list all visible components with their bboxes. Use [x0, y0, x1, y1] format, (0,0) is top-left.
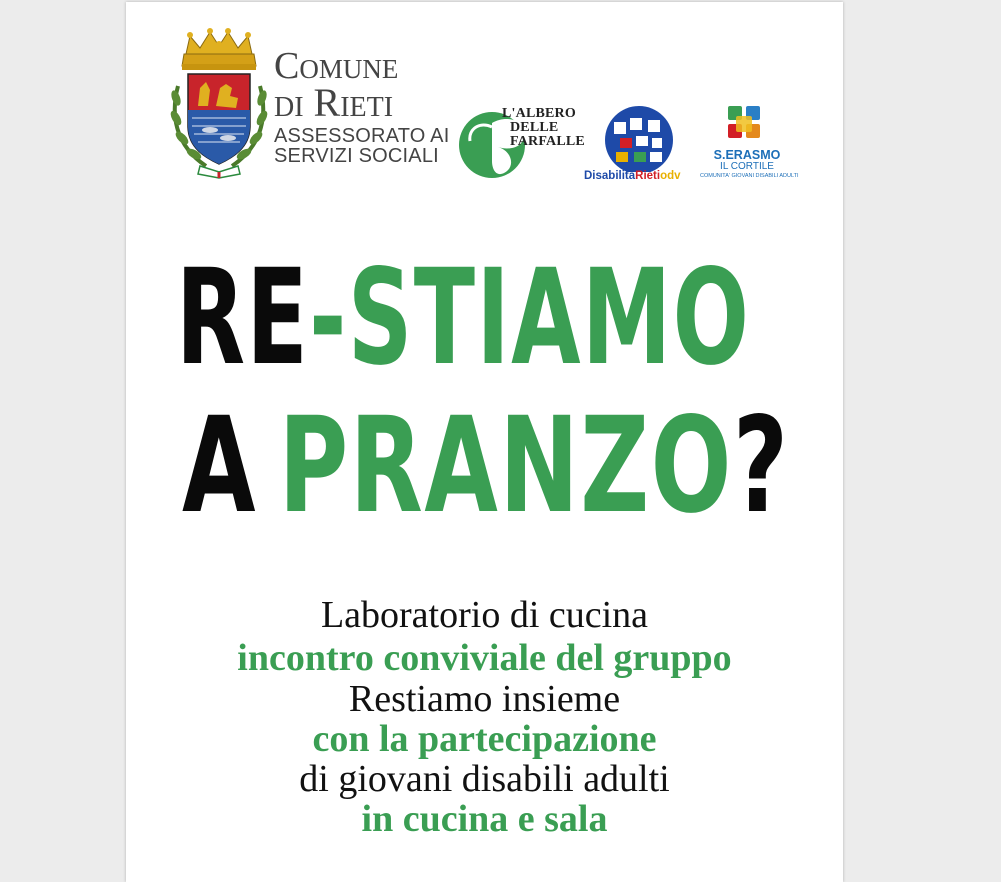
title-dash: -	[309, 241, 348, 395]
poster-page	[126, 2, 843, 882]
department-line1: ASSESSORATO AI	[274, 125, 450, 147]
department-label	[274, 126, 449, 166]
title-question-mark: ?	[732, 389, 790, 543]
comune-title	[274, 45, 399, 87]
disabilita-part3: odv	[660, 170, 681, 182]
disabilita-label	[584, 170, 681, 182]
rieti-title	[274, 80, 394, 125]
title-re: RE	[176, 241, 310, 395]
title-stiamo: STIAMO	[347, 241, 751, 395]
body-line-laboratorio: Laboratorio di cucina	[320, 594, 649, 636]
albero-line2: DELLE	[510, 120, 559, 135]
body-line-partecipazione: con la partecipazione	[312, 718, 657, 760]
albero-line3: FARFALLE	[510, 134, 585, 149]
disabilita-part1: Disabilità	[584, 170, 636, 182]
erasmo-line2: IL CORTILE	[720, 161, 774, 172]
title-line1	[176, 241, 751, 395]
comune-line1: Comune	[274, 45, 399, 87]
body-line-restiamo: Restiamo insieme	[348, 678, 621, 720]
hands-icon	[724, 104, 768, 148]
albero-text	[502, 107, 585, 149]
erasmo-line3: COMUNITA' GIOVANI DISABILI ADULTI	[700, 173, 799, 179]
body-line-cucina: in cucina e sala	[361, 798, 608, 840]
puzzle-icon	[600, 104, 678, 172]
coat-of-arms-icon	[170, 26, 268, 180]
title-pranzo: PRANZO	[278, 389, 733, 543]
erasmo-line1: S.ERASMO	[713, 148, 781, 162]
title-line2	[182, 389, 790, 543]
disabilita-part2: Rieti	[635, 170, 661, 182]
body-line-incontro: incontro conviviale del gruppo	[237, 637, 732, 679]
body-line-giovani: di giovani disabili adulti	[299, 758, 670, 800]
comune-line2: di Rieti	[274, 80, 394, 125]
title-a: A	[182, 389, 258, 543]
albero-line1: L'ALBERO	[502, 106, 576, 121]
department-line2: SERVIZI SOCIALI	[274, 145, 439, 167]
